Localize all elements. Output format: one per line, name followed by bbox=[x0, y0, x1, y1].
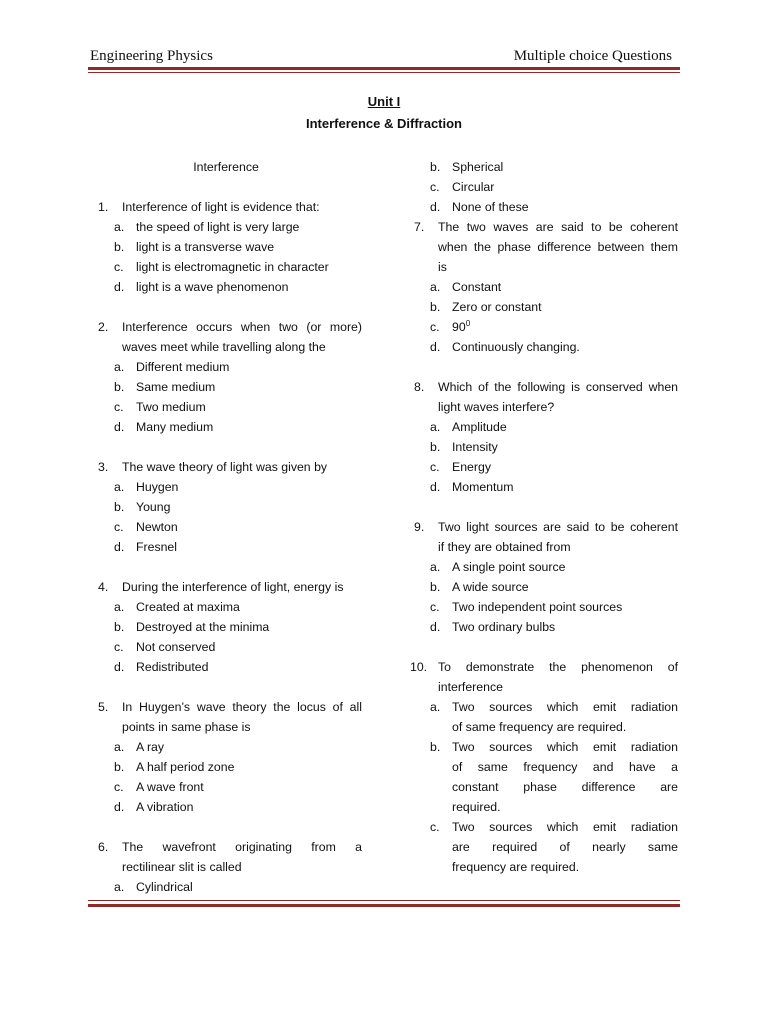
question-1-option bbox=[88, 257, 364, 277]
question-text: points in same phase is bbox=[122, 720, 251, 734]
option-letter: c. bbox=[430, 460, 440, 474]
option-text: Two sources which emit radiation bbox=[452, 820, 678, 834]
question-text: if they are obtained from bbox=[438, 540, 571, 554]
question-10-option bbox=[404, 817, 680, 837]
question-4-option bbox=[88, 657, 364, 677]
option-letter: d. bbox=[114, 660, 125, 674]
option-text: Created at maxima bbox=[136, 600, 240, 614]
question-number: 9. bbox=[414, 520, 425, 534]
option-letter: a. bbox=[114, 600, 125, 614]
option-text: Circular bbox=[452, 180, 495, 194]
question-8-option bbox=[404, 457, 680, 477]
option-text: Two medium bbox=[136, 400, 206, 414]
option-letter: a. bbox=[430, 280, 441, 294]
question-text: Interference occurs when two (or more) bbox=[122, 320, 362, 334]
unit-subtitle: Interference & Diffraction bbox=[305, 116, 463, 131]
question-7-line bbox=[404, 217, 680, 237]
question-number: 1. bbox=[98, 200, 109, 214]
option-letter: d. bbox=[430, 620, 441, 634]
option-text: Two independent point sources bbox=[452, 600, 623, 614]
question-7-option bbox=[404, 277, 680, 297]
question-9-option bbox=[404, 577, 680, 597]
question-2-option bbox=[88, 357, 364, 377]
question-2-line bbox=[88, 337, 364, 357]
question-2-option bbox=[88, 377, 364, 397]
question-9-line bbox=[404, 537, 680, 557]
question-7-option bbox=[404, 317, 680, 337]
question-text: During the interference of light, energy is bbox=[122, 580, 344, 594]
question-number: 2. bbox=[98, 320, 109, 334]
question-2-option bbox=[88, 417, 364, 437]
question-10-option bbox=[404, 797, 680, 817]
option-text: Momentum bbox=[452, 480, 514, 494]
question-6-option bbox=[404, 157, 680, 177]
option-text: of same frequency and have a bbox=[452, 760, 678, 774]
question-5-option bbox=[88, 737, 364, 757]
option-text: Zero or constant bbox=[452, 300, 542, 314]
question-number: 4. bbox=[98, 580, 109, 594]
question-8-option bbox=[404, 417, 680, 437]
option-text: A vibration bbox=[136, 800, 194, 814]
header-course-title: Engineering Physics bbox=[90, 48, 213, 64]
option-text: A ray bbox=[136, 740, 165, 754]
header-doc-type: Multiple choice Questions bbox=[513, 48, 672, 64]
option-letter: c. bbox=[430, 820, 440, 834]
question-text: when the phase difference between them bbox=[438, 240, 678, 254]
question-10-line bbox=[404, 657, 680, 677]
option-text: Constant bbox=[452, 280, 502, 294]
question-text: The wavefront originating from a bbox=[122, 840, 362, 854]
question-8-option bbox=[404, 477, 680, 497]
option-text: Cylindrical bbox=[136, 880, 193, 894]
question-4-line bbox=[88, 577, 364, 597]
question-2-line bbox=[88, 317, 364, 337]
question-6-line bbox=[88, 837, 364, 857]
question-3-option bbox=[88, 537, 364, 557]
option-text: A wide source bbox=[452, 580, 529, 594]
question-number: 10. bbox=[410, 660, 428, 674]
option-text: A half period zone bbox=[136, 760, 235, 774]
option-text: light is a wave phenomenon bbox=[136, 280, 289, 294]
option-letter: a. bbox=[114, 740, 125, 754]
question-1-line bbox=[88, 197, 364, 217]
option-letter: b. bbox=[114, 620, 125, 634]
option-letter: d. bbox=[114, 540, 125, 554]
option-text: Two sources which emit radiation bbox=[452, 700, 678, 714]
option-letter: b. bbox=[114, 760, 125, 774]
option-letter: b. bbox=[114, 500, 125, 514]
question-9-option bbox=[404, 617, 680, 637]
question-6-line bbox=[88, 857, 364, 877]
option-letter: c. bbox=[114, 520, 124, 534]
question-3-option bbox=[88, 517, 364, 537]
question-9-line bbox=[404, 517, 680, 537]
question-number: 3. bbox=[98, 460, 109, 474]
option-letter: d. bbox=[430, 340, 441, 354]
option-text: are required of nearly same bbox=[452, 840, 678, 854]
question-7-line bbox=[404, 257, 680, 277]
option-text: light is electromagnetic in character bbox=[136, 260, 329, 274]
question-text: Two light sources are said to be coherent bbox=[438, 520, 678, 534]
option-letter: c. bbox=[430, 600, 440, 614]
option-letter: c. bbox=[430, 320, 440, 334]
option-text: $90^0$ bbox=[452, 318, 471, 334]
footer-rule-thin bbox=[88, 900, 680, 901]
question-text: The two waves are said to be coherent bbox=[438, 220, 678, 234]
question-text: is bbox=[438, 260, 447, 274]
option-text: frequency are required. bbox=[452, 860, 580, 874]
option-text: Destroyed at the minima bbox=[136, 620, 270, 634]
question-6-option bbox=[404, 177, 680, 197]
option-text: A wave front bbox=[136, 780, 204, 794]
option-text: Same medium bbox=[136, 380, 216, 394]
footer-rule-thick bbox=[88, 904, 680, 907]
option-text: Young bbox=[136, 500, 171, 514]
question-9-option bbox=[404, 597, 680, 617]
question-10-option bbox=[404, 697, 680, 717]
question-1-option bbox=[88, 277, 364, 297]
question-text: interference bbox=[438, 680, 503, 694]
question-5-line bbox=[88, 697, 364, 717]
option-letter: a. bbox=[114, 220, 125, 234]
question-9-option bbox=[404, 557, 680, 577]
option-text: Energy bbox=[452, 460, 491, 474]
question-1-option bbox=[88, 237, 364, 257]
question-3-line bbox=[88, 457, 364, 477]
question-5-option bbox=[88, 777, 364, 797]
option-letter: b. bbox=[114, 240, 125, 254]
option-text: None of these bbox=[452, 200, 529, 214]
question-3-option bbox=[88, 497, 364, 517]
question-7-option bbox=[404, 337, 680, 357]
question-6-option bbox=[88, 877, 364, 897]
option-text: Two ordinary bulbs bbox=[452, 620, 556, 634]
option-text: Spherical bbox=[452, 160, 504, 174]
option-letter: c. bbox=[114, 780, 124, 794]
question-7-option bbox=[404, 297, 680, 317]
option-letter: d. bbox=[114, 800, 125, 814]
question-text: Interference of light is evidence that: bbox=[122, 200, 320, 214]
option-letter: a. bbox=[114, 880, 125, 894]
option-letter: b. bbox=[430, 440, 441, 454]
header-rule-thin bbox=[88, 72, 680, 73]
question-5-line bbox=[88, 717, 364, 737]
question-text: The wave theory of light was given by bbox=[122, 460, 328, 474]
option-text: required. bbox=[452, 800, 501, 814]
question-6-option bbox=[404, 197, 680, 217]
question-10-option bbox=[404, 837, 680, 857]
question-2-option bbox=[88, 397, 364, 417]
question-10-option bbox=[404, 737, 680, 757]
option-text: Newton bbox=[136, 520, 178, 534]
option-text: Huygen bbox=[136, 480, 179, 494]
question-1-option bbox=[88, 217, 364, 237]
section-heading: Interference bbox=[193, 160, 259, 174]
option-letter: d. bbox=[114, 420, 125, 434]
question-number: 7. bbox=[414, 220, 425, 234]
option-letter: b. bbox=[430, 160, 441, 174]
question-5-option bbox=[88, 797, 364, 817]
option-text: Many medium bbox=[136, 420, 214, 434]
option-letter: c. bbox=[430, 180, 440, 194]
question-text: Which of the following is conserved when bbox=[438, 380, 678, 394]
option-letter: a. bbox=[430, 560, 441, 574]
question-4-option bbox=[88, 637, 364, 657]
option-letter: b. bbox=[430, 740, 441, 754]
degree-superscript: 0 bbox=[465, 318, 471, 328]
option-letter: d. bbox=[430, 480, 441, 494]
option-text: Fresnel bbox=[136, 540, 178, 554]
option-text: light is a transverse wave bbox=[136, 240, 275, 254]
question-4-option bbox=[88, 617, 364, 637]
unit-title: Unit I bbox=[367, 94, 401, 109]
option-letter: d. bbox=[430, 200, 441, 214]
question-4-option bbox=[88, 597, 364, 617]
question-10-option bbox=[404, 717, 680, 737]
question-text: waves meet while travelling along the bbox=[122, 340, 326, 354]
option-letter: b. bbox=[430, 580, 441, 594]
question-text: To demonstrate the phenomenon of bbox=[438, 660, 678, 674]
option-letter: b. bbox=[430, 300, 441, 314]
question-3-option bbox=[88, 477, 364, 497]
option-text: Not conserved bbox=[136, 640, 216, 654]
question-8-line bbox=[404, 377, 680, 397]
option-text: constant phase difference are bbox=[452, 780, 678, 794]
option-letter: b. bbox=[114, 380, 125, 394]
header-rule-thick bbox=[88, 67, 680, 70]
option-letter: a. bbox=[430, 700, 441, 714]
option-text: Different medium bbox=[136, 360, 230, 374]
question-text: light waves interfere? bbox=[438, 400, 555, 414]
question-number: 8. bbox=[414, 380, 425, 394]
question-8-line bbox=[404, 397, 680, 417]
option-text: Continuously changing. bbox=[452, 340, 580, 354]
question-10-option bbox=[404, 857, 680, 877]
option-letter: c. bbox=[114, 260, 124, 274]
question-text: In Huygen’s wave theory the locus of all bbox=[122, 700, 362, 714]
option-letter: a. bbox=[114, 360, 125, 374]
option-letter: d. bbox=[114, 280, 125, 294]
option-text: Two sources which emit radiation bbox=[452, 740, 678, 754]
option-letter: c. bbox=[114, 400, 124, 414]
option-text: Intensity bbox=[452, 440, 498, 454]
option-text: A single point source bbox=[452, 560, 566, 574]
question-10-line bbox=[404, 677, 680, 697]
question-text: rectilinear slit is called bbox=[122, 860, 242, 874]
question-8-option bbox=[404, 437, 680, 457]
option-text: Redistributed bbox=[136, 660, 209, 674]
option-letter: a. bbox=[430, 420, 441, 434]
question-number: 5. bbox=[98, 700, 109, 714]
option-letter: a. bbox=[114, 480, 125, 494]
option-text: of same frequency are required. bbox=[452, 720, 627, 734]
question-5-option bbox=[88, 757, 364, 777]
option-text: Amplitude bbox=[452, 420, 507, 434]
question-10-option bbox=[404, 777, 680, 797]
question-7-line bbox=[404, 237, 680, 257]
question-number: 6. bbox=[98, 840, 109, 854]
question-10-option bbox=[404, 757, 680, 777]
option-letter: c. bbox=[114, 640, 124, 654]
option-text: the speed of light is very large bbox=[136, 220, 300, 234]
